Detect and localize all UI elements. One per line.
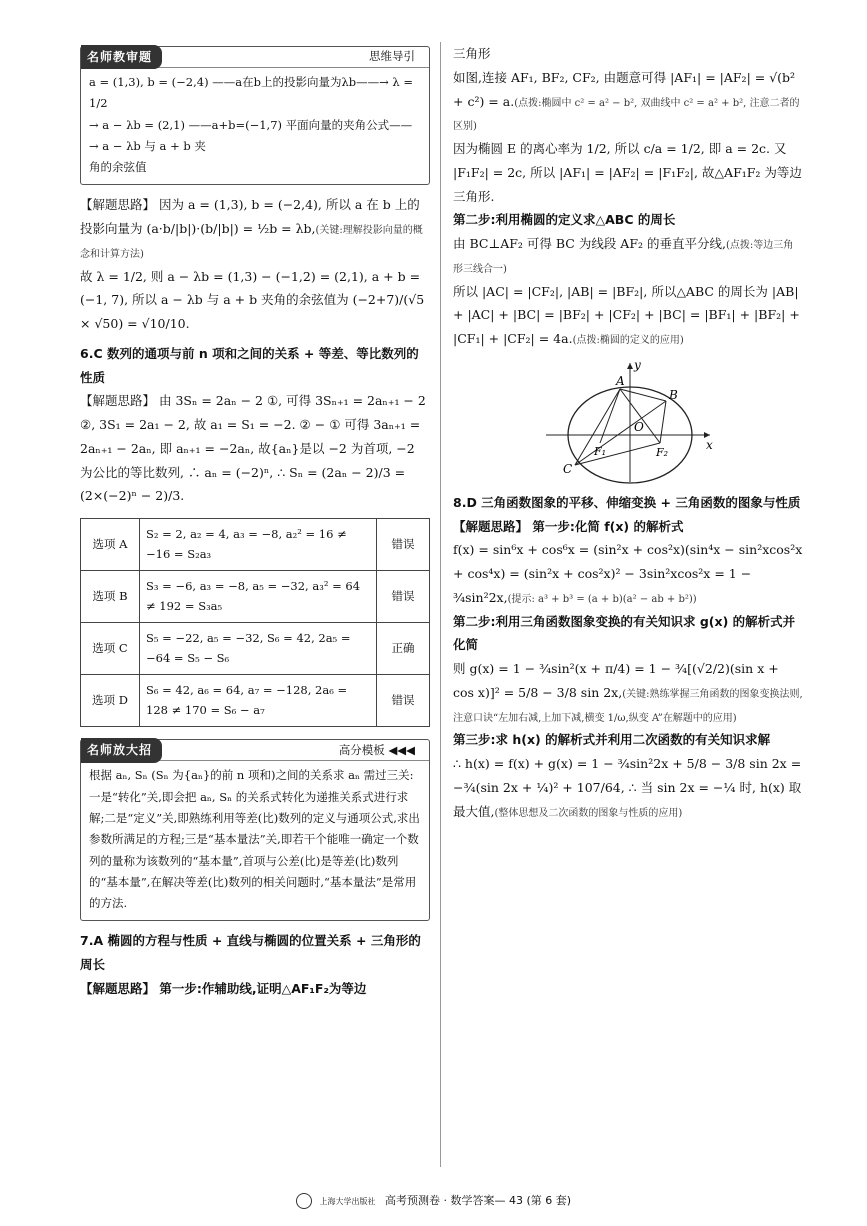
option-label: 选项 C [81, 623, 140, 675]
q7-heading: 7.A 椭圆的方程与性质 + 直线与椭圆的位置关系 + 三角形的周长 [80, 933, 421, 973]
table-row [81, 519, 430, 571]
segment-CF2 [575, 443, 660, 465]
label-O: O [634, 419, 644, 434]
option-result: 正确 [377, 623, 430, 675]
y-axis-arrow [627, 363, 633, 369]
option-result: 错误 [377, 519, 430, 571]
table-row [81, 675, 430, 727]
table-row [81, 571, 430, 623]
q7-step1: 【解题思路】 第一步:作辅助线,证明△AF₁F₂为等边 [80, 980, 367, 996]
table-row [81, 623, 430, 675]
guide-line-3: 角的余弦值 [89, 160, 147, 175]
option-content: S₂ = 2, a₂ = 4, a₃ = −8, a₂² = 16 ≠ −16 = S₂a₃ [140, 519, 377, 571]
q8-step3: 第三步:求 h(x) 的解析式并利用二次函数的有关知识求解 [453, 732, 771, 748]
page-footer [0, 1192, 867, 1209]
q8-step1: 【解题思路】 第一步:化简 f(x) 的解析式 [453, 518, 684, 534]
guide-line-1: a = (1,3), b = (−2,4) ——a在b上的投影向量为λb——→ λ = 1/2 [89, 75, 413, 111]
right-column [453, 42, 803, 823]
q8-note-2: (关键:熟练掌握三角函数的图象变换法则,注意口诀“左加右减,上加下减,横变 1/ω,纵变 A”在解题中的应用) [453, 688, 803, 724]
option-result: 错误 [377, 675, 430, 727]
option-content: S₃ = −6, a₃ = −8, a₅ = −32, a₃² = 64 ≠ 192 = S₃a₅ [140, 571, 377, 623]
q6-heading: 6.C 数列的通项与前 n 项和之间的关系 + 等差、等比数列的性质 [80, 345, 419, 385]
label-A: A [616, 373, 625, 388]
q7-para-5: 所以 |AC| = |CF₂|, |AB| = |BF₂|, 所以△ABC 的周长为 |AB| + |AC| + |BC| = |BF₂| + |CF₂| + |BC| = |BF₁| + |BF₂| + |CF₁| + |CF₂| = 4a.(点拨:椭圆的定义的应用) [453, 283, 800, 346]
option-content: S₆ = 42, a₆ = 64, a₇ = −128, 2a₆ = 128 ≠ 170 = S₆ − a₇ [140, 675, 377, 727]
q7-step1-cont: 三角形 [453, 46, 491, 61]
template-text: 根据 aₙ, Sₙ (Sₙ 为{aₙ}的前 n 项和)之间的关系求 aₙ 需过三关:一是“转化”关,即会把 aₙ, Sₙ 的关系式转化为递推关系式进行求解;二是“定义”关,即熟练利用等差(比)数列的定义与通项公式,求出参数所满足的方程;三是“基本量法”关,即若干个能唯一确定一个数列的量称为该数列的“基本量”,首项与公差(比)是等差(比)数列的“基本量”,在解决等差(比)数列的相关问题时,“基本量法”是常用的方法. [89, 768, 420, 911]
label-y: y [634, 357, 641, 372]
label-F2: F₂ [656, 445, 669, 459]
box-subtitle: 高分模板 ◀◀◀ [338, 742, 415, 757]
q7-note-3: (点拨:椭圆的定义的应用) [572, 335, 684, 346]
thinking-guide-box [80, 46, 430, 185]
option-result: 错误 [377, 571, 430, 623]
q8-heading: 8.D 三角函数图象的平移、伸缩变换 + 三角函数的图象与性质 [453, 494, 801, 510]
label-F1: F₁ [594, 444, 607, 458]
q7-note-1: (点拨:椭圆中 c² = a² − b², 双曲线中 c² = a² + b², 注意二者的区别) [453, 97, 800, 133]
guide-line-2: → a − λb = (2,1) ——a+b=(−1,7) 平面向量的夹角公式——→ a − λb 与 a + b 夹 [89, 117, 413, 153]
q8-para-1: f(x) = sin⁶x + cos⁶x = (sin²x + cos²x)(sin⁴x − sin²xcos²x + cos⁴x) = (sin²x + cos²x)² − 3sin²xcos²x = 1 − ¾sin²2x,(提示: a³ + b³ = (a + b)(a² − ab + b²)) [453, 542, 803, 605]
q7-para-2: 如图,连接 AF₁, BF₂, CF₂, 由题意可得 |AF₁| = |AF₂| = √(b² + c²) = a.(点拨:椭圆中 c² = a² − b², 双曲线中 c² = a² + b², 注意二者的区别) [453, 69, 800, 133]
q7-para-3: 因为椭圆 E 的离心率为 1/2, 所以 c/a = 1/2, 即 a = 2c. 又 |F₁F₂| = 2c, 所以 |AF₁| = |AF₂| = |F₁F₂|, 故△AF₁F₂ 为等边三角形. [453, 141, 802, 204]
q7-note-2: (点拨:等边三角形三线合一) [453, 240, 794, 275]
ellipse-figure [538, 357, 718, 487]
option-label: 选项 A [81, 519, 140, 571]
option-label: 选项 B [81, 571, 140, 623]
box-badge: 名师教审题 [81, 45, 162, 70]
publisher-logo-icon [296, 1193, 312, 1209]
footer-text: 高考预测卷 · 数学答案— 43 (第 6 套) [384, 1194, 572, 1207]
label-x: x [706, 437, 713, 452]
segment-AB [620, 389, 666, 401]
box-subtitle: 思维导引 [369, 49, 415, 64]
q7-para-4: 由 BC⊥AF₂ 可得 BC 为线段 AF₂ 的垂直平分线,(点拨:等边三角形三线合一) [453, 236, 794, 275]
q8-para-3: ∴ h(x) = f(x) + g(x) = 1 − ¾sin²2x + 5/8 − 3/8 sin 2x = −¾(sin 2x + ¼)² + 107/64, ∴ 当 sin 2x = −¼ 时, h(x) 取最大值,(整体思想及二次函数的图象与性质的应用) [453, 756, 802, 819]
column-divider [440, 42, 441, 1167]
publisher-name: 上海大学出版社 [319, 1197, 376, 1206]
left-column [80, 42, 430, 1001]
segment-BF2 [660, 401, 666, 443]
q8-para-2: 则 g(x) = 1 − ¾sin²(x + π/4) = 1 − ¾[(√2/2)(sin x + cos x)]² = 5/8 − 3/8 sin 2x,(关键:熟练掌握三角函数的图象变换法则,注意口诀“左加右减,上加下减,横变 1/ω,纵变 A”在解题中的应用) [453, 661, 803, 724]
options-table [80, 518, 430, 727]
q7-step2: 第二步:利用椭圆的定义求△ABC 的周长 [453, 212, 676, 228]
q5-note: (关键:理解投影向量的概念和计算方法) [80, 225, 423, 260]
label-C: C [563, 461, 573, 476]
q8-step2: 第二步:利用三角函数图象变换的有关知识求 g(x) 的解析式并化简 [453, 613, 796, 653]
q8-note-1: (提示: a³ + b³ = (a + b)(a² − ab + b²)) [507, 593, 697, 605]
q5-solution-cont: 故 λ = 1/2, 则 a − λb = (1,3) − (−1,2) = (2,1), a + b = (−1, 7), 所以 a − λb 与 a + b 夹角的余弦值为 (−2+7)/(√5 × √50) = √10/10. [80, 268, 425, 332]
template-box [80, 739, 430, 921]
q6-solution: 【解题思路】 由 3Sₙ = 2aₙ − 2 ①, 可得 3Sₙ₊₁ = 2aₙ₊₁ − 2 ②, 3S₁ = 2a₁ − 2, 故 a₁ = S₁ = −2. ② − ① 可得 3aₙ₊₁ = 2aₙ₊₁ − 2aₙ, 即 aₙ₊₁ = −2aₙ, 故{aₙ}是以 −2 为首项, −2 为公比的等比数列, ∴ aₙ = (−2)ⁿ, ∴ Sₙ = (2aₙ − 2)/3 = (2×(−2)ⁿ − 2)/3. [80, 393, 426, 504]
box-badge: 名师放大招 [81, 738, 162, 763]
label-B: B [669, 387, 678, 402]
option-content: S₅ = −22, a₅ = −32, S₆ = 42, 2a₅ = −64 = S₅ − S₆ [140, 623, 377, 675]
q5-solution: 【解题思路】 因为 a = (1,3), b = (−2,4), 所以 a 在 b 上的投影向量为 (a·b/|b|)·(b/|b|) = ½b = λb,(关键:理解投影向量的概念和计算方法) [80, 197, 423, 260]
q8-note-3: (整体思想及二次函数的图象与性质的应用) [494, 807, 683, 819]
option-label: 选项 D [81, 675, 140, 727]
